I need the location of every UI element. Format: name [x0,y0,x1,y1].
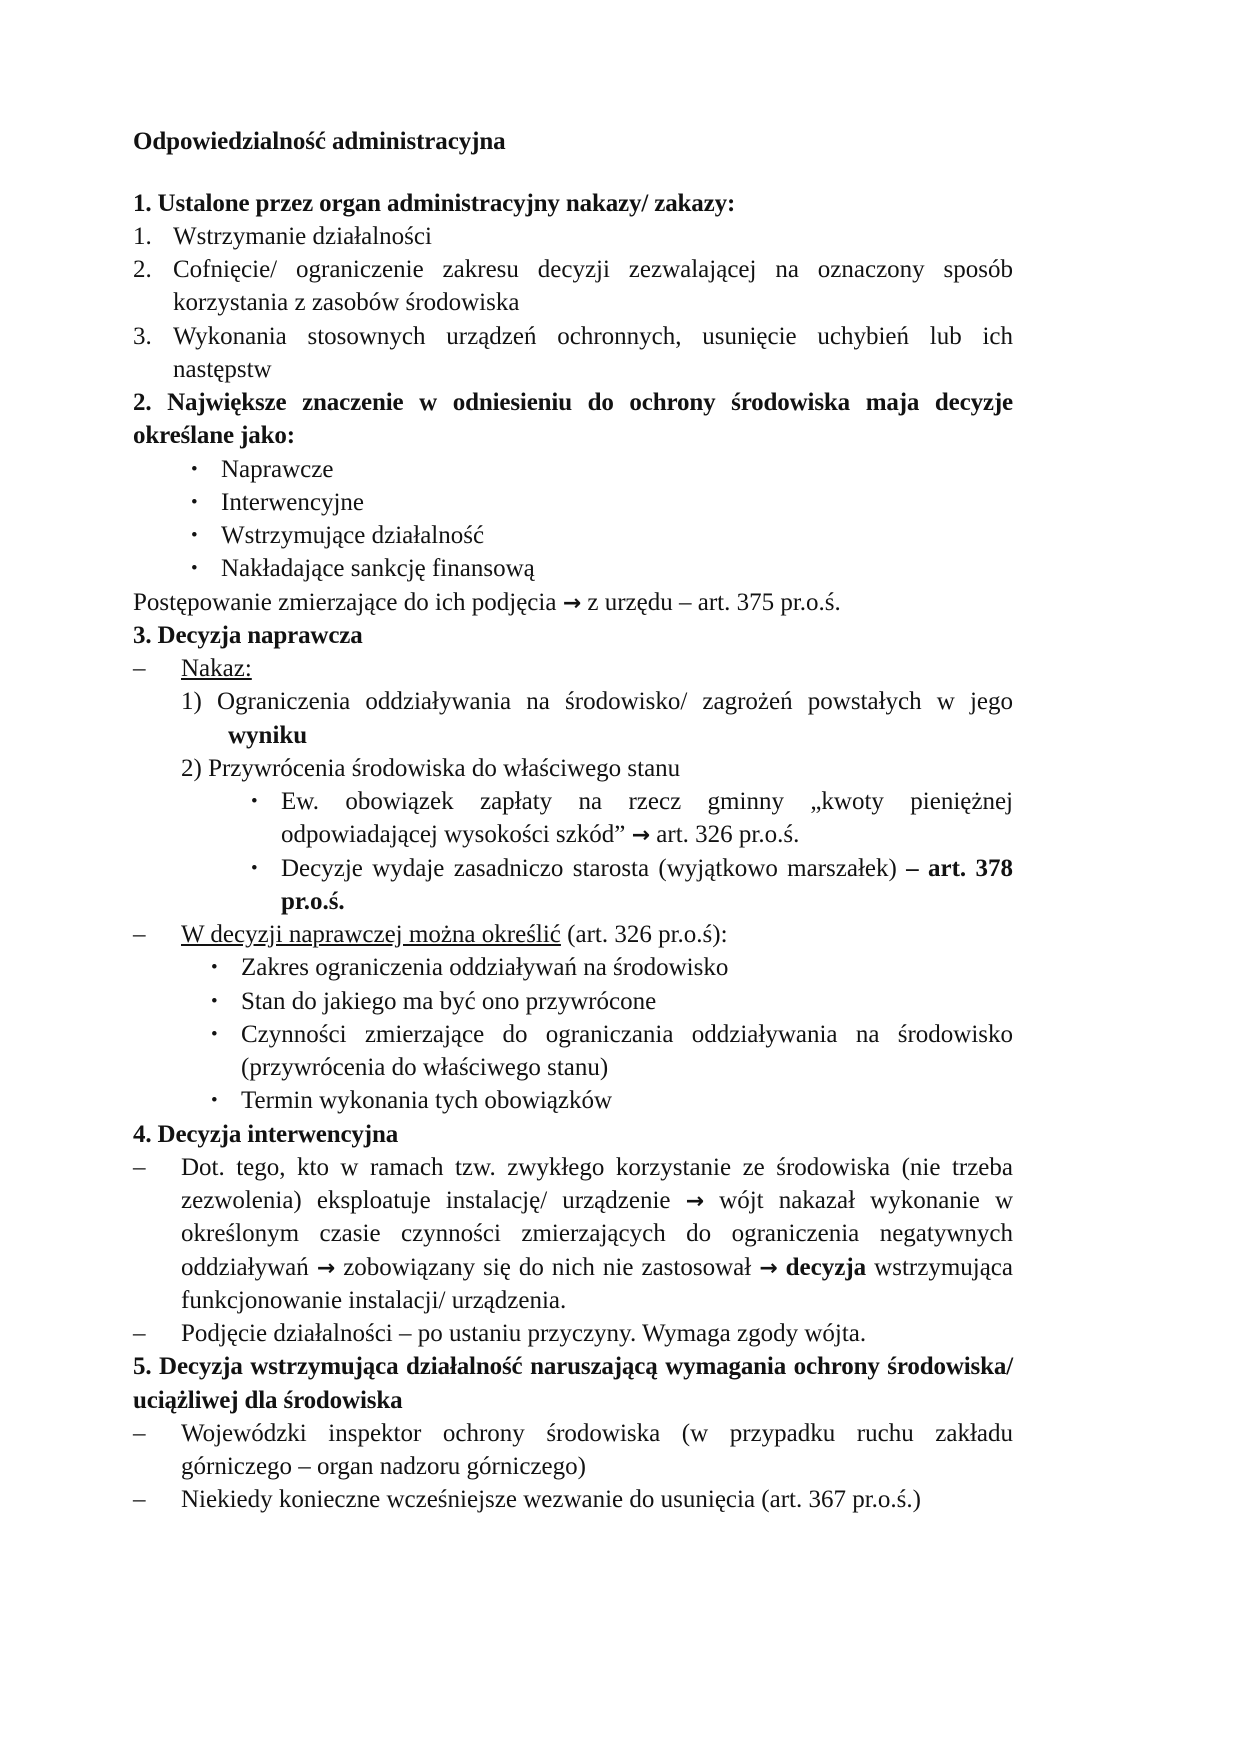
dash-marker: – [133,1320,146,1347]
list-item [133,519,1013,552]
bullet-icon: • [191,458,198,480]
list-item [133,685,1013,752]
heading-section-1: 1. Ustalone przez organ administracyjny nakazy/ zakazy: [133,189,736,217]
dash-marker: – [133,1486,146,1514]
list-item-text: (art. 326 pr.o.ś): [560,921,728,948]
list-item-text: Termin wykonania tych obowiązków [241,1087,613,1115]
list-item-text-bold: – art. 378 pr.o.ś. [281,854,1014,915]
list-item-text: zobowiązany się do nich nie zastosował [335,1253,760,1281]
list-item-text: Interwencyjne [221,488,364,516]
list-marker: 1. [133,222,152,250]
list-item [133,253,1013,320]
list-item-text: Naprawcze [221,455,334,483]
bullet-icon: • [191,525,198,546]
arrow-icon: → [759,1255,778,1281]
list-item-text: Stan do jakiego ma być ono przywrócone [241,987,657,1015]
text-before-arrow: Postępowanie zmierzające do ich podjęcia [133,588,563,616]
list-item [133,918,1013,951]
list-item-text: Podjęcie działalności – po ustaniu przyczyny. Wymaga zgody wójta. [181,1320,867,1347]
list-item-label: Nakaz: [181,655,252,682]
text-after-arrow: z urzędu – art. 375 pr.o.ś. [581,588,841,616]
list-item-text-tail: art. 326 pr.o.ś. [650,821,800,849]
arrow-icon: → [631,823,651,849]
bullet-icon: • [211,1023,218,1045]
list-item-text: Ew. obowiązek zapłaty na rzecz gminny „kwoty pieniężnej odpowiadającej wysokości szkód” [281,788,1013,849]
list-item [133,785,1013,852]
dash-marker: – [133,921,146,948]
arrow-icon: → [316,1255,336,1281]
list-item [133,1084,1013,1117]
list-item-text: Dot. tego, kto w ramach tzw. zwykłego korzystanie ze środowiska (nie trzeba zezwolenia) eksploatuje instalację/ urządzenie [181,1153,1013,1214]
dash-marker: – [133,1419,146,1447]
bullet-icon: • [251,857,258,879]
list-item [133,852,1013,919]
list-item-text: Zakres ograniczenia oddziaływań na środowisko [241,954,729,982]
heading-section-3: 3. Decyzja naprawcza [133,621,363,649]
list-item-text-bold: wyniku [228,721,308,749]
list-item-text: Wojewódzki inspektor ochrony środowiska (w przypadku ruchu zakładu górniczego – organ nadzoru górniczego) [181,1419,1013,1480]
bullet-icon: • [191,558,198,580]
bullet-icon: • [191,491,198,513]
list-item [133,752,1013,785]
list-marker: 1) [181,688,202,716]
dash-marker: – [133,1153,146,1181]
bullet-icon: • [211,957,218,979]
heading-section-2: 2. Największe znaczenie w odniesieniu do ochrony środowiska maja decyzje określane jako: [133,389,1013,450]
list-item-text: Cofnięcie/ ograniczenie zakresu decyzji zezwalającej na oznaczony sposób korzystania z zasobów środowiska [173,256,1013,317]
arrow-icon: → [685,1189,705,1214]
list-item-text: Wykonania stosownych urządzeń ochronnych, usunięcie uchybień lub ich następstw [173,322,1013,383]
list-item [133,951,1013,984]
list-item-text: Wstrzymujące działalność [221,522,485,549]
list-item [133,652,1013,685]
list-item [133,1317,1013,1350]
document-body [133,126,1013,1517]
list-item [133,1417,1013,1484]
list-item-text-bold: decyzja [777,1253,867,1281]
list-item-label: W decyzji naprawczej można określić [181,921,561,948]
list-item-text: Nakładające sankcję finansową [221,555,535,583]
list-item [133,1018,1013,1085]
paragraph-procedure-note [133,586,1013,619]
list-item-text: wójt nakazał wykonanie w określonym czasie czynności zmierzających do ograniczenia negatywnych oddziaływań [181,1187,1013,1281]
arrow-icon: → [562,590,582,616]
bullet-icon: • [211,1090,218,1112]
list-item [133,486,1013,519]
list-item-text: Ograniczenia oddziaływania na środowisko/ zagrożeń powstałych w jego [216,688,1014,716]
list-marker: 2. [133,256,152,283]
dash-marker: – [133,655,146,682]
list-marker: 2) [181,754,202,782]
list-item-text: Przywrócenia środowiska do właściwego stanu [208,754,681,782]
bullet-icon: • [211,990,218,1012]
list-item [133,1151,1013,1317]
list-item-text: Niekiedy konieczne wcześniejsze wezwanie do usunięcia (art. 367 pr.o.ś.) [181,1486,921,1514]
list-item [133,320,1013,387]
list-item [133,453,1013,486]
page-title: Odpowiedzialność administracyjna [133,128,506,155]
list-item-text: wstrzymująca funkcjonowanie instalacji/ urządzenia. [181,1253,1013,1314]
list-item [133,552,1013,585]
list-item-text: Wstrzymanie działalności [173,222,432,250]
list-item [133,220,1013,253]
heading-section-5: 5. Decyzja wstrzymująca działalność naruszającą wymagania ochrony środowiska/ uciążliwej dla środowiska [133,1353,1013,1414]
bullet-icon: • [251,791,258,812]
list-item [133,985,1013,1018]
heading-section-4: 4. Decyzja interwencyjna [133,1120,399,1148]
list-marker: 3. [133,322,152,350]
list-item-text: Decyzje wydaje zasadniczo starosta (wyjątkowo marszałek) [281,854,907,882]
list-item-text: Czynności zmierzające do ograniczania oddziaływania na środowisko (przywrócenia do właściwego stanu) [241,1020,1013,1081]
list-item [133,1483,1013,1516]
